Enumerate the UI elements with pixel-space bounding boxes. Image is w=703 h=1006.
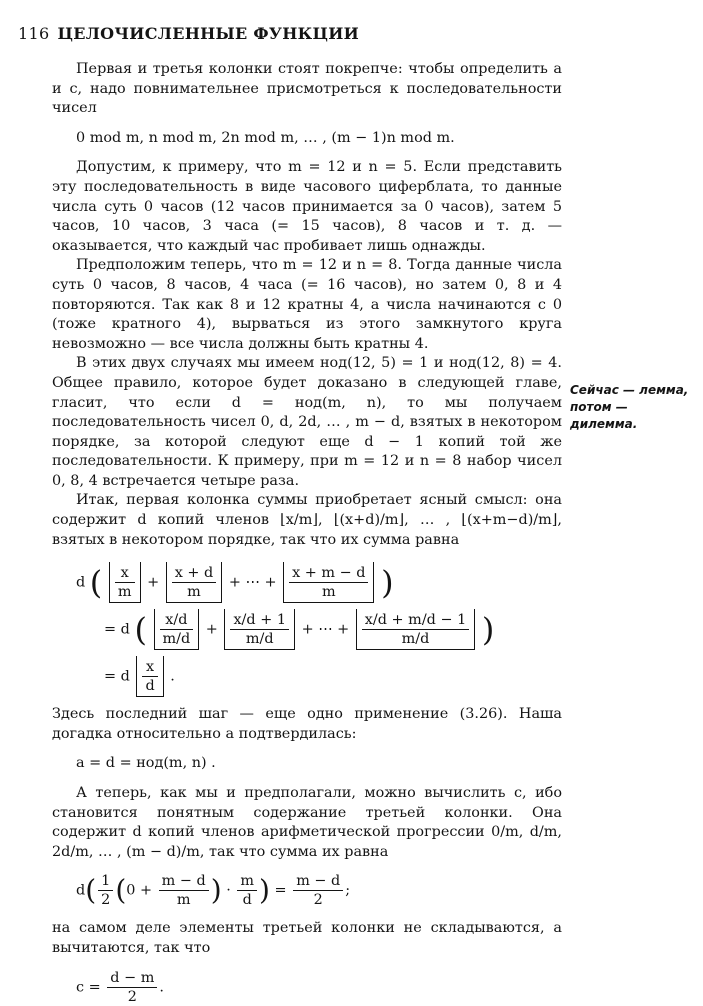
eq-line-2: = d ( $\frac{x/d}{m/d}$ + $\frac{x/d + 1}{m/d}$ + ⋯ + $\frac{x/d + m/d - 1}{m/d}$ ) bbox=[104, 610, 495, 649]
equation-mod-sequence: 0 mod m, n mod m, 2n mod m, … , (m − 1)n mod m. bbox=[76, 129, 455, 146]
paragraph-2: Допустим, к примеру, что m = 12 и n = 5. Если представить эту последовательность в виде часового циферблата, то данные числа суть 0 часов (12 часов принимается за 0 часов), затем 5 часов, 10 часов, 3 часа (= 15 часов), 8 часов и т. д. — оказывается, что каждый час пробивает лишь однажды. bbox=[52, 159, 562, 254]
equation-a: a = d = нод(m, n) . bbox=[76, 755, 216, 772]
paragraph-3: Предположим теперь, что m = 12 и n = 8. Тогда данные числа суть 0 часов, 8 часов, 4 часа (= 16 часов), но затем 0, 8 и 4 повторяются. Так как 8 и 12 кратны 4, а числа начинаются с 0 (тоже кратного 4), вырваться из этого замкнутого круга невозможно — все числа должны быть кратны 4. bbox=[52, 257, 562, 352]
paragraph-7: А теперь, как мы и предполагали, можно вычислить c, ибо становится понятным содержание третьей колонки. Она содержит d копий членов арифметической прогрессии 0/m, d/m, 2d/m, … , (m − d)/m, так что сумма их равна bbox=[52, 785, 562, 860]
display-equation-progression-sum: d( $\frac{1}{2}$ (0 + $\frac{m - d}{m}$ ) · $\frac{m}{d}$ ) = $\frac{m - d}{2}$ ; bbox=[76, 873, 351, 909]
margin-note-line-2: потом — дилемма. bbox=[570, 400, 638, 431]
paragraph-5: Итак, первая колонка суммы приобретает ясный смысл: она содержит d копий членов ⌊x/m⌋, ⌊(x+d)/m⌋, … , ⌊(x+m−d)/m⌋, взятых в некотором порядке, так что их сумма равна bbox=[52, 492, 562, 548]
eq-line-3: = d $\frac{x}{d}$ . bbox=[104, 656, 562, 697]
display-equation-floor-sum bbox=[76, 562, 562, 697]
paragraph-4: В этих двух случаях мы имеем нод(12, 5) = 1 и нод(12, 8) = 4. Общее правило, которое будет доказано в следующей главе, гласит, что если d = нод(m, n), то мы получаем последовательность чисел 0, d, 2d, … , m − d, взятых в некотором порядке, за которой следуют еще d − 1 копий той же последовательности. К примеру, при m = 12 и n = 8 набор чисел 0, 8, 4 встречается четыре раза. bbox=[52, 355, 562, 489]
eq-line-1: d ( $\frac{x}{m}$ + $\frac{x + d}{m}$ + ⋯ + $\frac{x + m - d}{m}$ ) bbox=[76, 563, 394, 602]
paragraph-8: на самом деле элементы третьей колонки не складываются, а вычитаются, так что bbox=[52, 920, 562, 956]
main-text bbox=[52, 60, 562, 1006]
margin-note bbox=[570, 382, 695, 433]
margin-note-line-1: Сейчас — лемма, bbox=[570, 383, 689, 397]
page-header bbox=[18, 24, 359, 43]
page-number: 116 bbox=[18, 24, 50, 43]
running-title: ЦЕЛОЧИСЛЕННЫЕ ФУНКЦИИ bbox=[57, 24, 360, 43]
paragraph-6: Здесь последний шаг — еще одно применение (3.26). Наша догадка относительно a подтвердилась: bbox=[52, 706, 562, 742]
paragraph-1: Первая и третья колонки стоят покрепче: чтобы определить a и c, надо повнимательнее присмотреться к последовательности чисел bbox=[52, 61, 562, 117]
equation-c: c = $\frac{d - m}{2}$ . bbox=[76, 969, 164, 1005]
